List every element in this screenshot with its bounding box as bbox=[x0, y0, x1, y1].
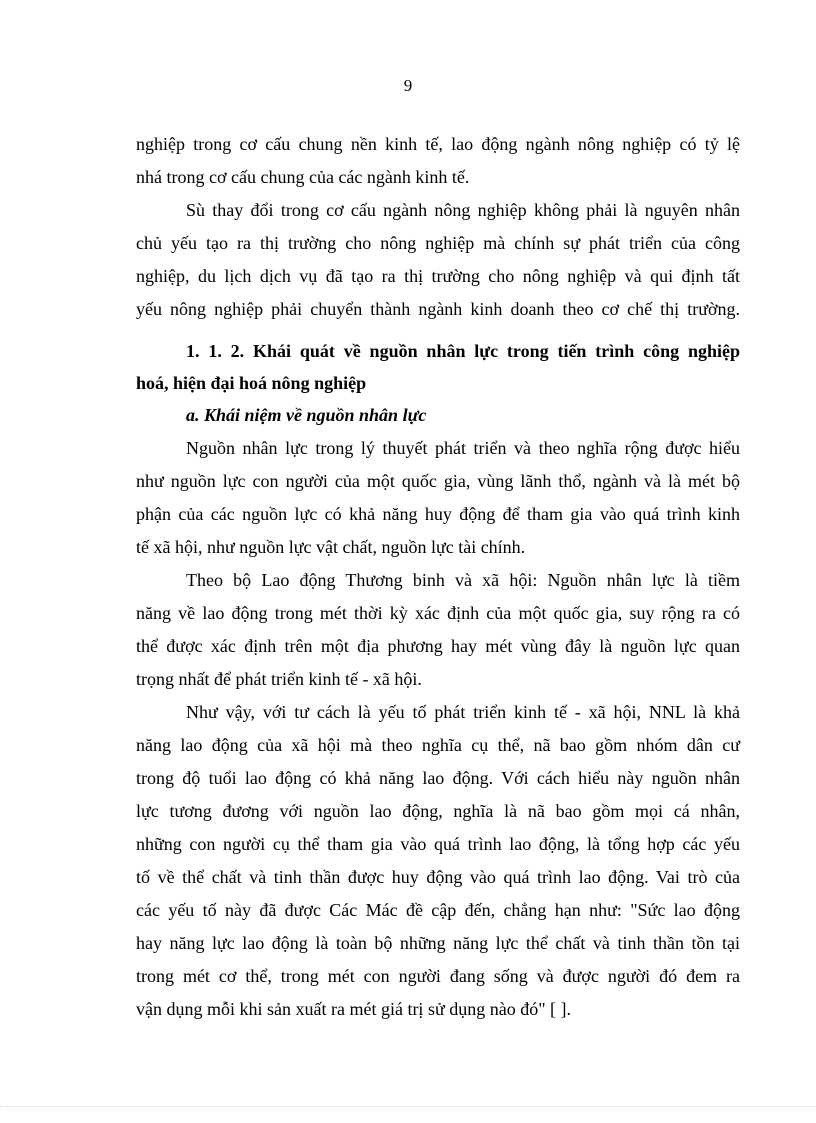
text-line: thể được xác định trên một địa phương hay mét vùng đây là nguồn lực quan bbox=[136, 636, 740, 656]
text-line: lực tương đương với nguồn lao động, nghĩa là nã bao gồm mọi cá nhân, bbox=[136, 801, 740, 821]
paragraph-start: Như vậy, với tư cách là yếu tố phát triển kinh tế - xã hội, NNL là khả bbox=[186, 702, 740, 722]
text-line: như nguồn lực con người của một quốc gia, vùng lãnh thổ, ngành và là mét bộ bbox=[136, 471, 740, 491]
text-line: năng về lao động trong mét thời kỳ xác định của một quốc gia, suy rộng ra có bbox=[136, 603, 740, 623]
section-heading-cont: hoá, hiện đại hoá nông nghiệp bbox=[136, 373, 367, 393]
paragraph-start: Theo bộ Lao động Thương binh và xã hội: Nguồn nhân lực là tiềm bbox=[186, 570, 740, 590]
text-line: năng lao động của xã hội mà theo nghĩa cụ thể, nã bao gồm nhóm dân cư bbox=[136, 735, 740, 755]
subsection-heading: a. Khái niệm về nguồn nhân lực bbox=[186, 405, 427, 425]
page-number: 9 bbox=[403, 76, 413, 95]
text-line: chủ yếu tạo ra thị trường cho nông nghiệp mà chính sự phát triển của công bbox=[136, 233, 740, 253]
text-line: vận dụng mỗi khi sản xuất ra mét giá trị sử dụng nào đó" [ ]. bbox=[136, 999, 572, 1019]
text-line: hay năng lực lao động là toàn bộ những năng lực thể chất và tinh thần tồn tại bbox=[136, 933, 740, 953]
text-line: trọng nhất để phát triển kinh tế - xã hội. bbox=[136, 669, 422, 689]
paragraph-start: Nguồn nhân lực trong lý thuyết phát triển và theo nghĩa rộng được hiểu bbox=[186, 438, 740, 458]
text-line: nghiệp trong cơ cấu chung nền kinh tế, lao động ngành nông nghiệp có tỷ lệ bbox=[136, 134, 740, 154]
section-heading: 1. 1. 2. Khái quát về nguồn nhân lực trong tiến trình công nghiệp bbox=[186, 341, 740, 361]
paragraph-start: Sù thay đổi trong cơ cấu ngành nông nghiệp không phải là nguyên nhân bbox=[186, 200, 740, 220]
text-line: các yếu tố này đã được Các Mác đề cập đến, chẳng hạn như: "Sức lao động bbox=[136, 900, 740, 920]
text-line: những con người cụ thể tham gia vào quá trình lao động, là tổng hợp các yếu bbox=[136, 834, 740, 854]
text-line: trong độ tuổi lao động có khả năng lao động. Với cách hiểu này nguồn nhân bbox=[136, 768, 740, 788]
text-line: phận của các nguồn lực có khả năng huy động để tham gia vào quá trình kinh bbox=[136, 504, 740, 524]
page-bottom-divider bbox=[0, 1106, 816, 1107]
text-line: nhá trong cơ cấu chung của các ngành kinh tế. bbox=[136, 167, 470, 187]
text-line: tế xã hội, như nguồn lực vật chất, nguồn lực tài chính. bbox=[136, 537, 526, 557]
text-line: yếu nông nghiệp phải chuyển thành ngành kinh doanh theo cơ chế thị trường. bbox=[136, 299, 740, 319]
text-line: trong mét cơ thể, trong mét con người đang sống và được người đó đem ra bbox=[136, 966, 740, 986]
text-line: tố về thể chất và tinh thần được huy động vào quá trình lao động. Vai trò của bbox=[136, 867, 740, 887]
text-line: nghiệp, du lịch dịch vụ đã tạo ra thị trường cho nông nghiệp và qui định tất bbox=[136, 266, 740, 286]
